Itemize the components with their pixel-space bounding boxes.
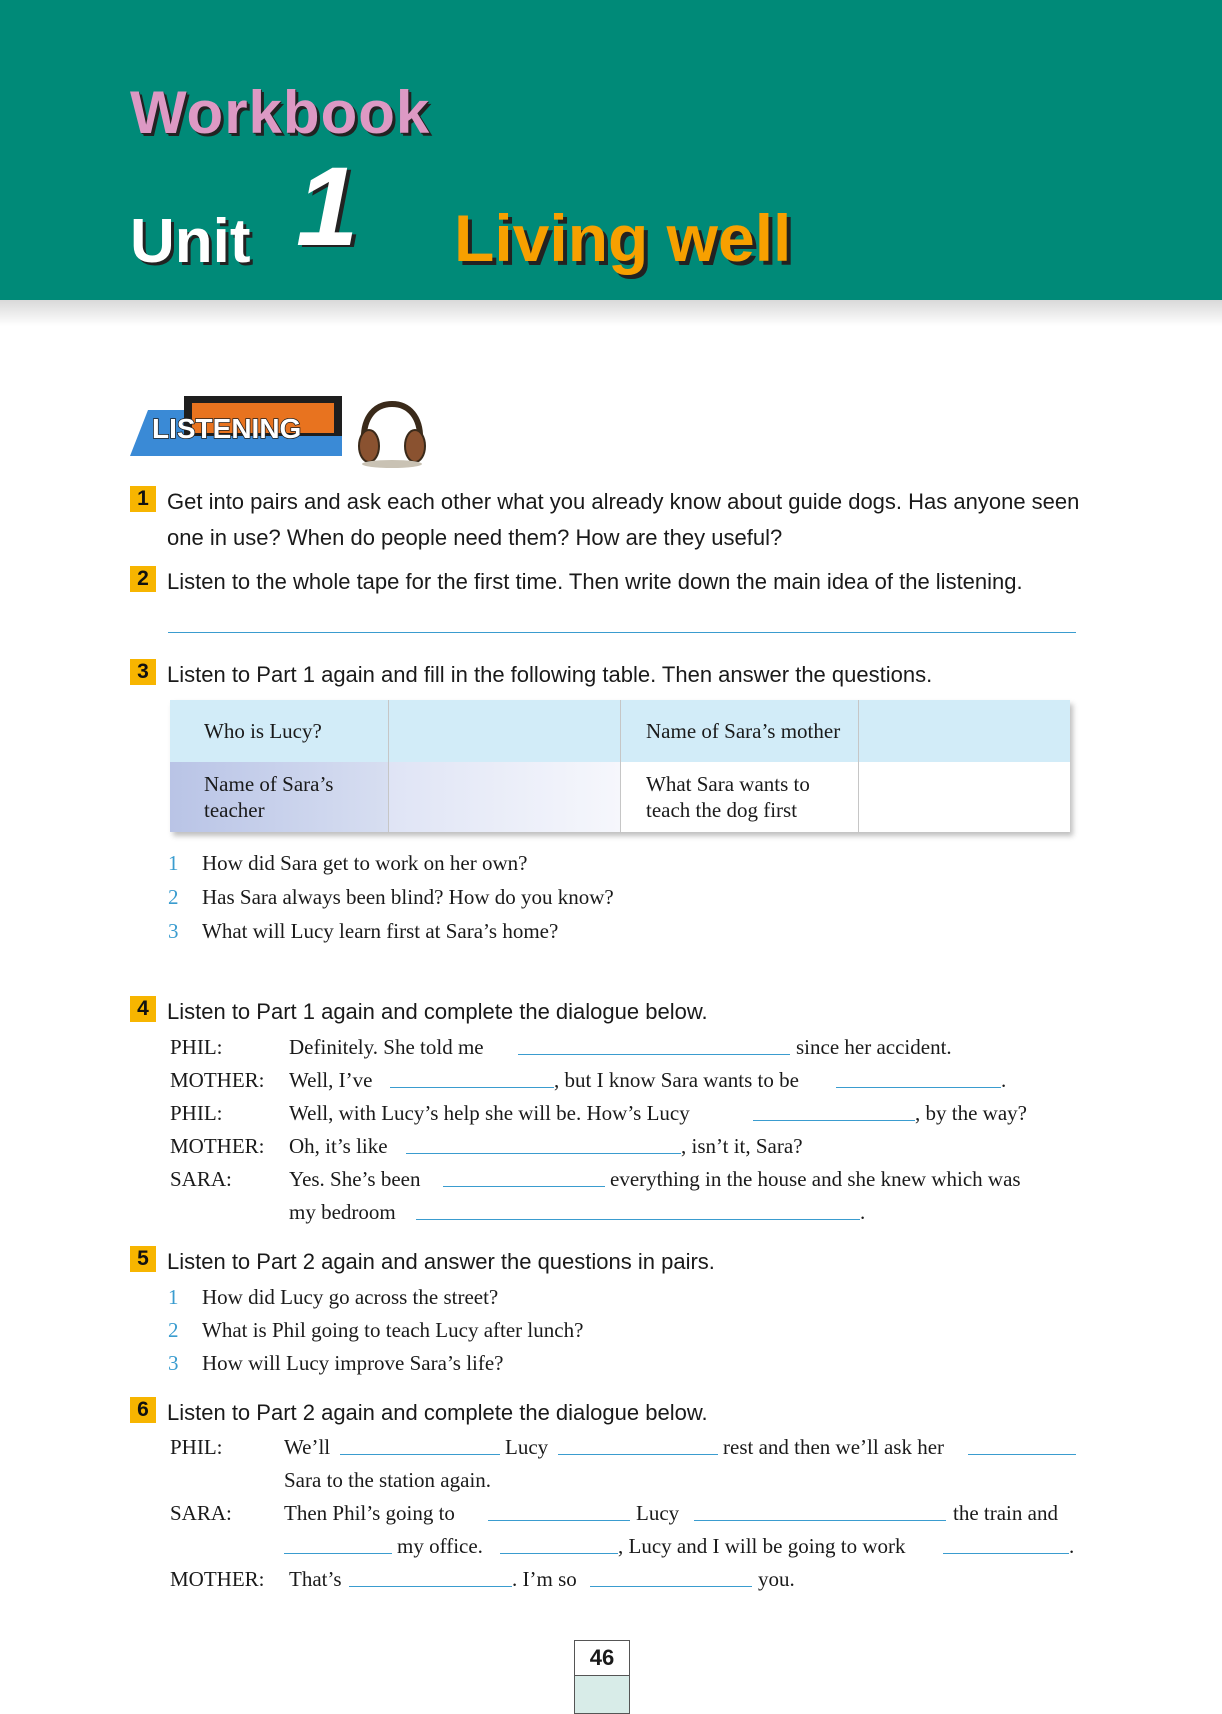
exercise-instruction: Listen to the whole tape for the first time. Then write down the main idea of the listening. (167, 569, 1023, 594)
answer-blank[interactable] (406, 1153, 681, 1154)
dialogue-text: my office. (397, 1534, 483, 1558)
answer-blank[interactable] (390, 1087, 554, 1088)
question-text: How will Lucy improve Sara’s life? (202, 1351, 504, 1375)
dialogue-speaker: PHIL: (170, 1435, 223, 1459)
dialogue-text: you. (758, 1567, 795, 1591)
answer-blank[interactable] (518, 1054, 790, 1055)
question-text: What is Phil going to teach Lucy after lunch? (202, 1318, 584, 1342)
dialogue-text: everything in the house and she knew which was (610, 1167, 1021, 1191)
answer-blank[interactable] (836, 1087, 1001, 1088)
answer-blank[interactable] (488, 1520, 630, 1521)
question-text: How did Sara get to work on her own? (202, 851, 528, 875)
dialogue-speaker: SARA: (170, 1501, 232, 1525)
exercise-1 (130, 484, 1087, 556)
question (168, 1316, 583, 1344)
exercise-instruction: Listen to Part 2 again and answer the questions in pairs. (167, 1249, 715, 1274)
answer-blank[interactable] (943, 1553, 1069, 1554)
exercise-number: 5 (130, 1246, 156, 1272)
dialogue-speaker: PHIL: (170, 1101, 223, 1125)
exercise-number: 6 (130, 1397, 156, 1423)
dialogue-text: . (1001, 1068, 1007, 1092)
dialogue-text: . I’m so (512, 1567, 577, 1591)
question-number: 2 (168, 1318, 179, 1342)
headphones-icon (352, 398, 430, 470)
unit-label: Unit (130, 207, 251, 276)
table-cell-label: What Sara wants to teach the dog first (621, 762, 859, 832)
answer-blank[interactable] (558, 1454, 718, 1455)
exercise-instruction: Listen to Part 2 again and complete the dialogue below. (167, 1400, 708, 1425)
question (168, 1349, 504, 1377)
header-shadow (0, 300, 1222, 326)
answer-blank[interactable] (694, 1520, 946, 1521)
exercise-number: 4 (130, 996, 156, 1022)
dialogue-speaker: MOTHER: (170, 1134, 265, 1158)
dialogue-text: since her accident. (796, 1035, 952, 1059)
exercise-2 (130, 564, 1087, 600)
question (168, 1283, 498, 1311)
exercise-instruction: Listen to Part 1 again and complete the dialogue below. (167, 999, 708, 1024)
question-number: 2 (168, 885, 179, 909)
dialogue-text: Definitely. She told me (289, 1035, 484, 1059)
exercise-4 (130, 994, 1087, 1030)
answer-blank[interactable] (340, 1454, 500, 1455)
dialogue-text: , Lucy and I will be going to work (618, 1534, 906, 1558)
dialogue-text: Well, with Lucy’s help she will be. How’s Lucy (289, 1101, 690, 1125)
question-number: 1 (168, 851, 179, 875)
dialogue-speaker: PHIL: (170, 1035, 223, 1059)
answer-blank[interactable] (349, 1586, 512, 1587)
dialogue-text: Lucy (505, 1435, 549, 1459)
answer-blank[interactable] (284, 1553, 392, 1554)
exercise-6 (130, 1395, 1087, 1431)
answer-line[interactable] (168, 632, 1076, 633)
dialogue-text: Lucy (636, 1501, 680, 1525)
dialogue-text: We’ll (284, 1435, 331, 1459)
dialogue-text: Well, I’ve (289, 1068, 373, 1092)
exercise-number: 2 (130, 566, 156, 592)
dialogue-text: That’s (289, 1567, 342, 1591)
dialogue-text: rest and then we’ll ask her (723, 1435, 945, 1459)
table-cell-label: Who is Lucy? (170, 700, 389, 762)
exercise-3 (130, 657, 1087, 693)
listening-badge (130, 396, 342, 456)
dialogue-speaker: SARA: (170, 1167, 232, 1191)
question-number: 1 (168, 1285, 179, 1309)
dialogue-text: , by the way? (915, 1101, 1027, 1125)
dialogue-text: , isn’t it, Sara? (681, 1134, 803, 1158)
question-text: How did Lucy go across the street? (202, 1285, 499, 1309)
dialogue-text: Oh, it’s like (289, 1134, 388, 1158)
answer-blank[interactable] (416, 1219, 860, 1220)
dialogue-text: Sara to the station again. (284, 1468, 492, 1492)
exercise-instruction: Get into pairs and ask each other what you already know about guide dogs. Has anyone seen one in use? When do people need them? How are they useful? (167, 489, 1080, 550)
answer-blank[interactable] (443, 1186, 605, 1187)
workbook-label: Workbook (130, 79, 431, 146)
dialogue-text: . (860, 1200, 866, 1224)
dialogue-speaker: MOTHER: (170, 1567, 265, 1591)
question (168, 849, 527, 877)
table-cell-label: Name of Sara’s mother (621, 700, 859, 762)
unit-number: 1 (296, 144, 359, 269)
exercise-number: 1 (130, 486, 156, 512)
unit-title: Living well (454, 201, 792, 275)
dialogue-text: . (1069, 1534, 1075, 1558)
answer-blank[interactable] (500, 1553, 618, 1554)
question-text: Has Sara always been blind? How do you know? (202, 885, 614, 909)
dialogue-text: Then Phil’s going to (284, 1501, 455, 1525)
question-number: 3 (168, 919, 179, 943)
dialogue-text: , but I know Sara wants to be (554, 1068, 799, 1092)
listening-label: LISTENING (152, 413, 302, 444)
table-answer-cell[interactable] (389, 700, 621, 762)
page-number-tab (574, 1640, 630, 1714)
fill-table (170, 700, 1070, 832)
table-cell-label: Name of Sara’s teacher (170, 762, 389, 832)
exercise-5 (130, 1244, 1087, 1280)
table-answer-cell[interactable] (859, 700, 1070, 762)
answer-blank[interactable] (968, 1454, 1076, 1455)
dialogue-speaker: MOTHER: (170, 1068, 265, 1092)
question-number: 3 (168, 1351, 179, 1375)
question (168, 917, 558, 945)
page-number: 46 (575, 1641, 629, 1676)
table-answer-cell[interactable] (389, 762, 621, 832)
dialogue-text: Yes. She’s been (289, 1167, 421, 1191)
table-answer-cell[interactable] (859, 762, 1070, 832)
question (168, 883, 614, 911)
exercise-number: 3 (130, 659, 156, 685)
exercise-instruction: Listen to Part 1 again and fill in the following table. Then answer the questions. (167, 662, 933, 687)
answer-blank[interactable] (590, 1586, 752, 1587)
answer-blank[interactable] (753, 1120, 915, 1121)
question-text: What will Lucy learn first at Sara’s home? (202, 919, 559, 943)
dialogue-text: my bedroom (289, 1200, 396, 1224)
dialogue-text: the train and (953, 1501, 1058, 1525)
